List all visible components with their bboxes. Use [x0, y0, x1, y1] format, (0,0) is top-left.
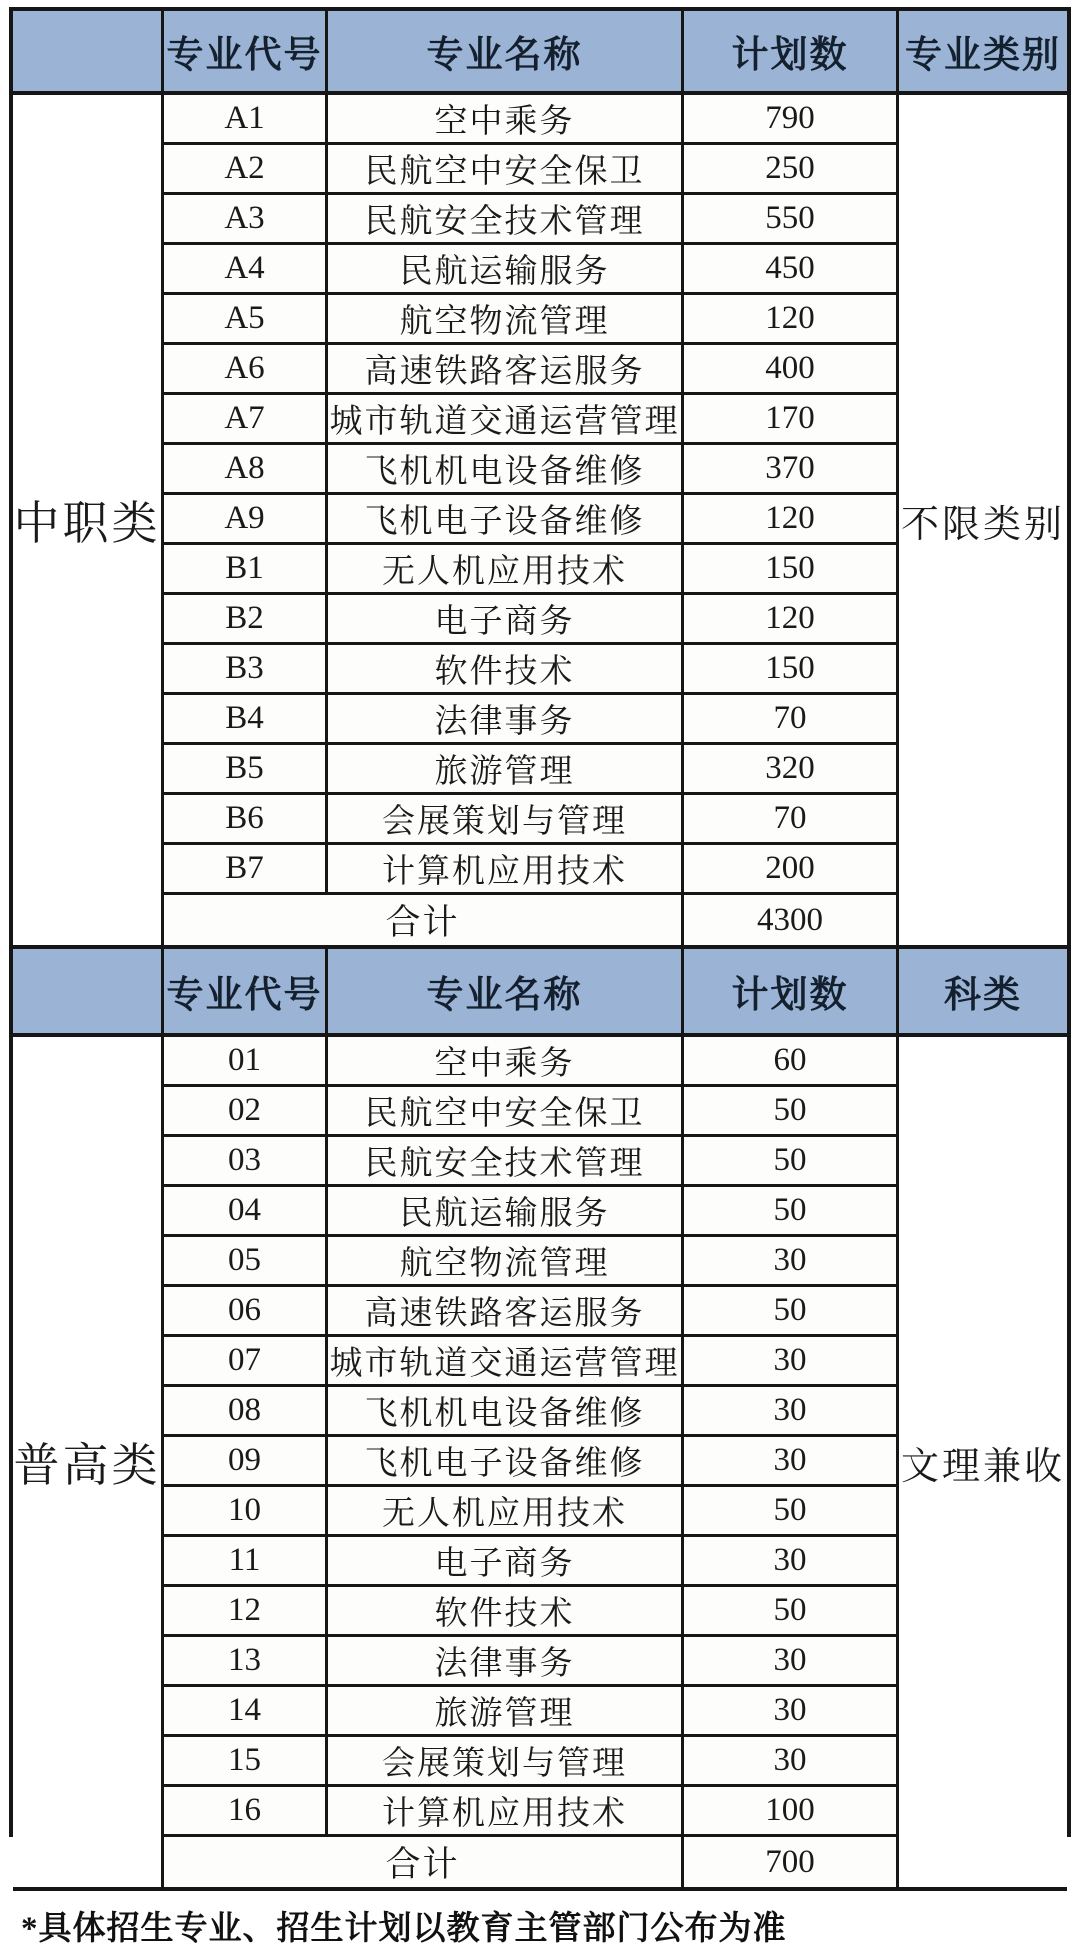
cell-major-name: 飞机电子设备维修: [328, 1437, 684, 1484]
cell-major-code: B4: [164, 695, 328, 742]
cell-major-name: 旅游管理: [328, 1687, 684, 1734]
cell-major-code: B2: [164, 595, 328, 642]
cell-major-code: 13: [164, 1637, 328, 1684]
table-row: [164, 1334, 896, 1384]
cell-major-name: 飞机电子设备维修: [328, 495, 684, 542]
table-row: [164, 842, 896, 892]
cell-major-name: 法律事务: [328, 1637, 684, 1684]
table2-total-row: [164, 1834, 896, 1887]
table1-header-plan: 计划数: [731, 35, 849, 76]
cell-plan-count: 70: [773, 800, 807, 836]
table-row: [164, 192, 896, 242]
table2-total-value: 700: [765, 1843, 815, 1880]
cell-major-code: 11: [164, 1537, 328, 1584]
cell-major-name: 计算机应用技术: [328, 1787, 684, 1834]
table1-body: [164, 95, 896, 945]
table-row: [164, 1037, 896, 1084]
table2-section: [13, 1037, 1067, 1887]
table-row: [164, 1584, 896, 1634]
cell-major-name: 空中乘务: [328, 95, 684, 142]
table-row: [164, 1434, 896, 1484]
table1-type-label: 不限类别: [900, 503, 1065, 546]
cell-major-name: 民航安全技术管理: [328, 195, 684, 242]
cell-major-code: 15: [164, 1737, 328, 1784]
table-row: [164, 1284, 896, 1334]
cell-major-code: B3: [164, 645, 328, 692]
cell-major-code: A8: [164, 445, 328, 492]
cell-plan-count: 450: [765, 250, 815, 286]
table2-header-blank-cell: [13, 949, 164, 1033]
cell-major-code: 12: [164, 1587, 328, 1634]
cell-plan-count: 50: [773, 1492, 807, 1528]
cell-major-name: 旅游管理: [328, 745, 684, 792]
cell-major-code: 10: [164, 1487, 328, 1534]
cell-major-code: B7: [164, 845, 328, 892]
cell-plan-count: 50: [773, 1192, 807, 1228]
cell-major-name: 电子商务: [328, 1537, 684, 1584]
cell-major-name: 民航安全技术管理: [328, 1137, 684, 1184]
cell-major-code: A9: [164, 495, 328, 542]
cell-major-name: 民航空中安全保卫: [328, 1087, 684, 1134]
cell-major-code: A1: [164, 95, 328, 142]
cell-major-code: B1: [164, 545, 328, 592]
table2-category-cell: [13, 1037, 164, 1887]
table2-header-type: 科类: [896, 949, 1067, 1033]
cell-major-code: 08: [164, 1387, 328, 1434]
table-row: [164, 242, 896, 292]
cell-major-name: 计算机应用技术: [328, 845, 684, 892]
table2-type-cell: [896, 1037, 1067, 1887]
cell-plan-count: 30: [773, 1642, 807, 1678]
cell-plan-count: 790: [765, 100, 815, 136]
cell-major-name: 电子商务: [328, 595, 684, 642]
table2-header-code: 专业代号: [164, 949, 328, 1033]
cell-major-code: A5: [164, 295, 328, 342]
cell-major-code: A3: [164, 195, 328, 242]
cell-major-code: A2: [164, 145, 328, 192]
table-row: [164, 1134, 896, 1184]
cell-major-name: 会展策划与管理: [328, 1737, 684, 1784]
table2-type-label: 文理兼收: [900, 1445, 1065, 1488]
table-row: [164, 442, 896, 492]
cell-major-name: 高速铁路客运服务: [328, 1287, 684, 1334]
cell-major-name: 无人机应用技术: [328, 545, 684, 592]
table2-body: [164, 1037, 896, 1887]
cell-plan-count: 70: [773, 700, 807, 736]
enrollment-plan-document: [9, 7, 1071, 1947]
cell-plan-count: 250: [765, 150, 815, 186]
cell-major-name: 软件技术: [328, 1587, 684, 1634]
table-row: [164, 1684, 896, 1734]
table2-category-label: 普高类: [13, 1440, 161, 1491]
table1-type-cell: [896, 95, 1067, 945]
table2-header-name: 专业名称: [328, 949, 684, 1033]
cell-major-code: 09: [164, 1437, 328, 1484]
cell-major-code: B5: [164, 745, 328, 792]
cell-major-code: 01: [164, 1037, 328, 1084]
cell-plan-count: 120: [765, 500, 815, 536]
cell-major-name: 会展策划与管理: [328, 795, 684, 842]
cell-major-code: 05: [164, 1237, 328, 1284]
table-row: [164, 1784, 896, 1834]
cell-major-code: 03: [164, 1137, 328, 1184]
cell-plan-count: 50: [773, 1142, 807, 1178]
table-row: [164, 1734, 896, 1784]
table-row: [164, 1384, 896, 1434]
table1-category-label: 中职类: [13, 498, 161, 549]
table1-section: [13, 95, 1067, 945]
cell-plan-count: 30: [773, 1342, 807, 1378]
cell-major-code: 07: [164, 1337, 328, 1384]
cell-plan-count: 400: [765, 350, 815, 386]
cell-major-name: 无人机应用技术: [328, 1487, 684, 1534]
cell-major-code: A6: [164, 345, 328, 392]
cell-plan-count: 100: [765, 1792, 815, 1828]
table1-total-row: [164, 892, 896, 945]
cell-plan-count: 30: [773, 1242, 807, 1278]
table-row: [164, 142, 896, 192]
cell-plan-count: 170: [765, 400, 815, 436]
cell-plan-count: 30: [773, 1692, 807, 1728]
table1-header-blank-cell: [13, 11, 164, 91]
cell-major-code: A4: [164, 245, 328, 292]
table-row: [164, 1534, 896, 1584]
table-row: [164, 95, 896, 142]
cell-plan-count: 50: [773, 1092, 807, 1128]
cell-major-name: 民航运输服务: [328, 1187, 684, 1234]
table-row: [164, 792, 896, 842]
cell-major-name: 高速铁路客运服务: [328, 345, 684, 392]
cell-major-name: 飞机机电设备维修: [328, 1387, 684, 1434]
cell-plan-count: 320: [765, 750, 815, 786]
table-row: [164, 292, 896, 342]
table1-header-type: 专业类别: [896, 11, 1067, 91]
cell-plan-count: 30: [773, 1542, 807, 1578]
table-row: [164, 392, 896, 442]
cell-major-name: 飞机机电设备维修: [328, 445, 684, 492]
cell-major-code: 06: [164, 1287, 328, 1334]
table-row: [164, 642, 896, 692]
cell-plan-count: 150: [765, 550, 815, 586]
cell-plan-count: 30: [773, 1442, 807, 1478]
cell-major-code: 16: [164, 1787, 328, 1834]
table-row: [164, 1234, 896, 1284]
table-row: [164, 492, 896, 542]
cell-major-name: 航空物流管理: [328, 1237, 684, 1284]
cell-plan-count: 50: [773, 1292, 807, 1328]
table2-header-row: [13, 945, 1067, 1037]
cell-plan-count: 60: [773, 1042, 807, 1078]
cell-major-code: 04: [164, 1187, 328, 1234]
table-row: [164, 1634, 896, 1684]
table1-header-code: 专业代号: [164, 11, 328, 91]
table1-total-label: 合计: [164, 895, 684, 945]
cell-major-name: 城市轨道交通运营管理: [328, 395, 684, 442]
cell-major-name: 民航空中安全保卫: [328, 145, 684, 192]
table-row: [164, 742, 896, 792]
table-row: [164, 1184, 896, 1234]
cell-plan-count: 120: [765, 600, 815, 636]
cell-plan-count: 120: [765, 300, 815, 336]
table-row: [164, 542, 896, 592]
table2-rows: [164, 1037, 896, 1834]
table-row: [164, 342, 896, 392]
cell-plan-count: 50: [773, 1592, 807, 1628]
table1-rows: [164, 95, 896, 892]
table-row: [164, 692, 896, 742]
cell-major-name: 民航运输服务: [328, 245, 684, 292]
table-row: [164, 592, 896, 642]
cell-plan-count: 30: [773, 1742, 807, 1778]
table1-header-name: 专业名称: [328, 11, 684, 91]
cell-major-name: 城市轨道交通运营管理: [328, 1337, 684, 1384]
cell-major-code: B6: [164, 795, 328, 842]
table-row: [164, 1084, 896, 1134]
cell-plan-count: 200: [765, 850, 815, 886]
cell-major-code: A7: [164, 395, 328, 442]
cell-major-name: 软件技术: [328, 645, 684, 692]
cell-plan-count: 150: [765, 650, 815, 686]
table2-total-label: 合计: [164, 1837, 684, 1887]
table1-category-cell: [13, 95, 164, 945]
table1-header-row: [13, 11, 1067, 95]
footnote: *具体招生专业、招生计划以教育主管部门公布为准: [13, 1887, 1067, 1959]
cell-major-name: 航空物流管理: [328, 295, 684, 342]
cell-major-name: 法律事务: [328, 695, 684, 742]
cell-major-code: 02: [164, 1087, 328, 1134]
table1-total-value: 4300: [757, 901, 823, 938]
cell-plan-count: 30: [773, 1392, 807, 1428]
table-row: [164, 1484, 896, 1534]
table2-header-plan: 计划数: [731, 975, 849, 1016]
cell-plan-count: 370: [765, 450, 815, 486]
cell-major-name: 空中乘务: [328, 1037, 684, 1084]
cell-major-code: 14: [164, 1687, 328, 1734]
cell-plan-count: 550: [765, 200, 815, 236]
